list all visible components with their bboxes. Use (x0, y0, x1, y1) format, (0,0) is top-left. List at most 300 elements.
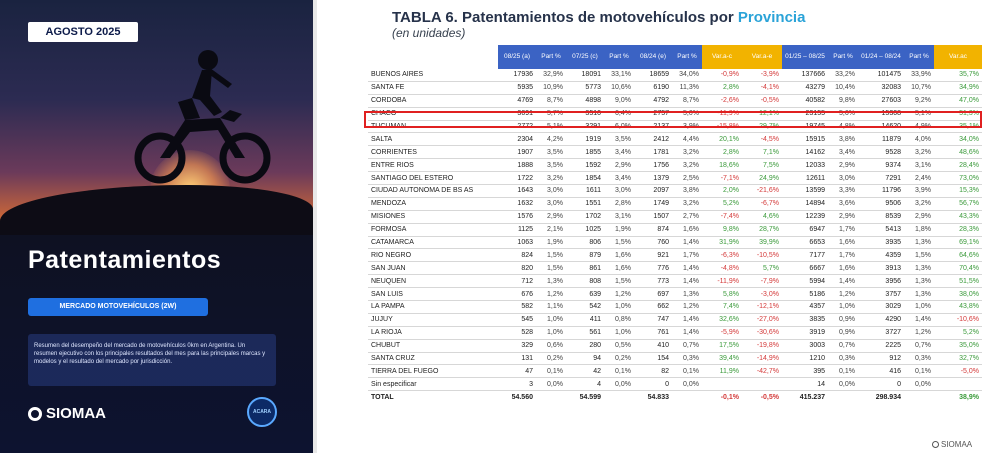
total-pa (536, 391, 566, 403)
cell-e: 874 (634, 223, 672, 236)
cell-py24: 1,8% (904, 223, 934, 236)
cell-y24: 8539 (858, 210, 904, 223)
cell-c: 1551 (566, 197, 604, 210)
cell-prov: LA RIOJA (368, 326, 498, 339)
cell-a: 1125 (498, 223, 536, 236)
cell-py24: 3,9% (904, 185, 934, 198)
cell-pa: 5,1% (536, 120, 566, 133)
cell-vy: 43,3% (934, 210, 982, 223)
table-row (368, 378, 982, 391)
cell-py24: 1,5% (904, 249, 934, 262)
header-cell: 08/24 (e) (634, 45, 672, 69)
cell-prov: SALTA (368, 133, 498, 146)
cell-vy (934, 378, 982, 391)
cell-y25: 15915 (782, 133, 828, 146)
cell-a: 712 (498, 275, 536, 288)
cell-pc: 1,0% (604, 301, 634, 314)
motorcycle-rider-silhouette-icon (130, 40, 280, 190)
table-row (368, 275, 982, 288)
cell-y25: 13599 (782, 185, 828, 198)
cell-pa: 10,9% (536, 81, 566, 94)
cell-y24: 416 (858, 365, 904, 378)
cell-py24: 1,3% (904, 262, 934, 275)
cell-pc: 1,9% (604, 223, 634, 236)
cell-y25: 43279 (782, 81, 828, 94)
cell-prov: MENDOZA (368, 197, 498, 210)
table-row (368, 352, 982, 365)
cell-c: 3510 (566, 107, 604, 120)
cell-c: 1025 (566, 223, 604, 236)
cell-pc: 3,0% (604, 185, 634, 198)
cell-vae: -14,9% (742, 352, 782, 365)
table-row (368, 69, 982, 81)
cell-pc: 0,0% (604, 378, 634, 391)
cell-c: 806 (566, 236, 604, 249)
cell-py25: 1,6% (828, 262, 858, 275)
cell-vac: -5,9% (702, 326, 742, 339)
cell-pa: 1,0% (536, 326, 566, 339)
header-cell: Part % (828, 45, 858, 69)
cell-pa: 1,5% (536, 249, 566, 262)
cell-y25: 19745 (782, 120, 828, 133)
cell-c: 4 (566, 378, 604, 391)
table-title-highlight: Provincia (737, 9, 806, 26)
cell-vy: 73,0% (934, 172, 982, 185)
cell-vae: -3,9% (742, 69, 782, 81)
table-row (368, 185, 982, 198)
cell-vac: -7,4% (702, 210, 742, 223)
cell-vae: 5,7% (742, 262, 782, 275)
cell-y25: 7177 (782, 249, 828, 262)
cell-a: 820 (498, 262, 536, 275)
cell-py25: 0,1% (828, 365, 858, 378)
table-row (368, 301, 982, 314)
cell-e: 761 (634, 326, 672, 339)
cell-py25: 3,4% (828, 146, 858, 159)
cell-prov: CHACO (368, 107, 498, 120)
cell-a: 582 (498, 301, 536, 314)
cell-pe: 1,2% (672, 301, 702, 314)
cell-py25: 2,9% (828, 210, 858, 223)
cell-pc: 3,1% (604, 210, 634, 223)
cell-pe: 3,9% (672, 120, 702, 133)
table-row (368, 159, 982, 172)
cell-c: 542 (566, 301, 604, 314)
cell-pc: 0,5% (604, 339, 634, 352)
cell-py24: 0,3% (904, 352, 934, 365)
cell-pa: 3,5% (536, 146, 566, 159)
cell-py25: 0,9% (828, 326, 858, 339)
cell-a: 47 (498, 365, 536, 378)
cell-pe: 5,0% (672, 107, 702, 120)
cell-py24: 2,4% (904, 172, 934, 185)
total-pe (672, 391, 702, 403)
table-row (368, 339, 982, 352)
cell-vac: 2,8% (702, 146, 742, 159)
cell-y25: 3003 (782, 339, 828, 352)
cell-y25: 395 (782, 365, 828, 378)
cell-vac: -7,1% (702, 172, 742, 185)
total-ytd-2025: 415.237 (782, 391, 828, 403)
header-cell: Var.a-e (742, 45, 782, 69)
cell-a: 1722 (498, 172, 536, 185)
cell-e: 2137 (634, 120, 672, 133)
cell-prov: JUJUY (368, 313, 498, 326)
cell-a: 2772 (498, 120, 536, 133)
cell-prov: CIUDAD AUTONOMA DE BS AS (368, 185, 498, 198)
cell-vac: 32,6% (702, 313, 742, 326)
cell-pc: 3,4% (604, 146, 634, 159)
table-row (368, 288, 982, 301)
cell-prov: LA PAMPA (368, 301, 498, 314)
cell-vy: 28,4% (934, 159, 982, 172)
cell-vae: -19,8% (742, 339, 782, 352)
cell-vae: 7,1% (742, 146, 782, 159)
cell-vae: -12,1% (742, 301, 782, 314)
cell-vy: 38,0% (934, 288, 982, 301)
cell-vy: 70,4% (934, 262, 982, 275)
cell-vae: -21,6% (742, 185, 782, 198)
cell-a: 17936 (498, 69, 536, 81)
cell-py25: 1,7% (828, 249, 858, 262)
table-body (368, 69, 982, 391)
cell-y24: 15308 (858, 107, 904, 120)
acara-seal-icon: ACARA (247, 397, 277, 427)
cell-c: 5773 (566, 81, 604, 94)
cell-pe: 1,3% (672, 288, 702, 301)
cell-py25: 1,2% (828, 288, 858, 301)
cell-py24: 4,0% (904, 133, 934, 146)
cell-c: 1611 (566, 185, 604, 198)
cell-vac: -11,9% (702, 275, 742, 288)
cell-y24: 3757 (858, 288, 904, 301)
cell-py24: 3,1% (904, 159, 934, 172)
cell-e: 1781 (634, 146, 672, 159)
cell-vae: 39,9% (742, 236, 782, 249)
cell-prov: TIERRA DEL FUEGO (368, 365, 498, 378)
cell-y25: 3919 (782, 326, 828, 339)
table-row (368, 236, 982, 249)
cell-pa: 32,9% (536, 69, 566, 81)
cell-pa: 0,6% (536, 339, 566, 352)
cell-c: 639 (566, 288, 604, 301)
total-c: 54.599 (566, 391, 604, 403)
cell-y24: 5413 (858, 223, 904, 236)
total-row (368, 391, 982, 403)
cell-e: 82 (634, 365, 672, 378)
cell-pe: 3,2% (672, 197, 702, 210)
cell-c: 280 (566, 339, 604, 352)
cell-a: 1576 (498, 210, 536, 223)
cell-vac: 9,8% (702, 223, 742, 236)
cell-pa: 3,0% (536, 197, 566, 210)
cell-pa: 4,2% (536, 133, 566, 146)
cell-pe: 4,4% (672, 133, 702, 146)
province-registrations-table (368, 45, 982, 403)
cell-vy: 15,3% (934, 185, 982, 198)
cell-pc: 9,0% (604, 94, 634, 107)
cell-y24: 3956 (858, 275, 904, 288)
total-e: 54.833 (634, 391, 672, 403)
cell-a: 131 (498, 352, 536, 365)
cell-prov: ENTRE RIOS (368, 159, 498, 172)
table-row (368, 133, 982, 146)
cell-vy: 69,1% (934, 236, 982, 249)
cell-y25: 5994 (782, 275, 828, 288)
table-row (368, 210, 982, 223)
cell-vae: -6,7% (742, 197, 782, 210)
cell-vac: 2,0% (702, 185, 742, 198)
footer-siomaa-ring-icon (932, 441, 939, 448)
cell-py25: 1,7% (828, 223, 858, 236)
cell-py24: 3,2% (904, 146, 934, 159)
cell-py25: 0,7% (828, 339, 858, 352)
cell-pc: 0,1% (604, 365, 634, 378)
cell-prov: CORDOBA (368, 94, 498, 107)
cell-py25: 2,9% (828, 159, 858, 172)
header-cell: 08/25 (a) (498, 45, 536, 69)
cell-c: 1592 (566, 159, 604, 172)
cell-py25: 0,9% (828, 313, 858, 326)
cell-y25: 3835 (782, 313, 828, 326)
table-row (368, 197, 982, 210)
cell-pe: 1,7% (672, 249, 702, 262)
cell-prov: BUENOS AIRES (368, 69, 498, 81)
cell-a: 1888 (498, 159, 536, 172)
cell-c: 42 (566, 365, 604, 378)
cell-c: 1702 (566, 210, 604, 223)
cell-c: 861 (566, 262, 604, 275)
cell-py24: 0,7% (904, 339, 934, 352)
cell-pa: 0,0% (536, 378, 566, 391)
cell-vae: 4,6% (742, 210, 782, 223)
footer-siomaa-logo (932, 440, 972, 449)
cell-pa: 2,1% (536, 223, 566, 236)
cell-a: 528 (498, 326, 536, 339)
header-province (368, 45, 498, 69)
cell-pc: 1,6% (604, 262, 634, 275)
cell-vae: 28,7% (742, 223, 782, 236)
cell-y25: 40582 (782, 94, 828, 107)
cell-pa: 2,9% (536, 210, 566, 223)
cell-y24: 4290 (858, 313, 904, 326)
total-a: 54.560 (498, 391, 536, 403)
total-var-ae: -0,5% (742, 391, 782, 403)
table-header-row (368, 45, 982, 69)
cell-a: 1907 (498, 146, 536, 159)
cell-pa: 1,0% (536, 313, 566, 326)
cell-pa: 3,0% (536, 185, 566, 198)
cell-vac: 20,1% (702, 133, 742, 146)
cell-py24: 1,3% (904, 275, 934, 288)
cell-pc: 1,5% (604, 275, 634, 288)
cell-py25: 10,4% (828, 81, 858, 94)
cell-y24: 7291 (858, 172, 904, 185)
cell-e: 18659 (634, 69, 672, 81)
cell-e: 760 (634, 236, 672, 249)
cell-pc: 6,0% (604, 120, 634, 133)
cell-e: 921 (634, 249, 672, 262)
siomaa-ring-icon (28, 407, 42, 421)
cell-vac: 2,8% (702, 81, 742, 94)
cell-y24: 11796 (858, 185, 904, 198)
cell-vy: 51,3% (934, 107, 982, 120)
cover-description: Resumen del desempeño del mercado de motovehículos 0km en Argentina. Un resumen ejecutivo con los principales resultados del mes para las principales marcas y modelos y el resultado del mercado por jurisdicción. (28, 334, 276, 386)
cell-py25: 9,8% (828, 94, 858, 107)
cell-vac: 5,8% (702, 288, 742, 301)
cell-vy: 51,5% (934, 275, 982, 288)
cell-y25: 23155 (782, 107, 828, 120)
cell-vac: -6,3% (702, 249, 742, 262)
cell-e: 1756 (634, 159, 672, 172)
cell-vac: 17,5% (702, 339, 742, 352)
cell-vac: 18,6% (702, 159, 742, 172)
cell-vac: -11,9% (702, 107, 742, 120)
cell-py25: 1,0% (828, 301, 858, 314)
cell-pa: 0,2% (536, 352, 566, 365)
cell-pc: 0,2% (604, 352, 634, 365)
cell-c: 18091 (566, 69, 604, 81)
cell-vae: -3,0% (742, 288, 782, 301)
cell-prov: SANTIAGO DEL ESTERO (368, 172, 498, 185)
cell-c: 94 (566, 352, 604, 365)
cell-y24: 3913 (858, 262, 904, 275)
cell-vae (742, 378, 782, 391)
cell-pa: 0,1% (536, 365, 566, 378)
cell-y24: 912 (858, 352, 904, 365)
cell-c: 4898 (566, 94, 604, 107)
cell-vy: 35,1% (934, 120, 982, 133)
cell-vae: -0,5% (742, 94, 782, 107)
cell-y24: 4359 (858, 249, 904, 262)
cell-pa: 1,5% (536, 262, 566, 275)
cell-y24: 11879 (858, 133, 904, 146)
total-py25 (828, 391, 858, 403)
cell-y24: 0 (858, 378, 904, 391)
cell-y25: 6653 (782, 236, 828, 249)
cell-vy: 35,7% (934, 69, 982, 81)
cell-y25: 12239 (782, 210, 828, 223)
table-subtitle: (en unidades) (392, 26, 466, 40)
cell-vac: 31,9% (702, 236, 742, 249)
total-py24 (904, 391, 934, 403)
cell-pe: 8,7% (672, 94, 702, 107)
table-title-prefix: TABLA 6. Patentamientos de motovehículos por (392, 9, 738, 26)
cell-pe: 2,7% (672, 210, 702, 223)
cell-a: 5935 (498, 81, 536, 94)
cell-y24: 9374 (858, 159, 904, 172)
cell-vy: -10,6% (934, 313, 982, 326)
cell-pa: 3,5% (536, 159, 566, 172)
total-var-ac: -0,1% (702, 391, 742, 403)
cell-py25: 1,4% (828, 275, 858, 288)
cell-py25: 33,2% (828, 69, 858, 81)
cell-pc: 2,9% (604, 159, 634, 172)
cell-y25: 137666 (782, 69, 828, 81)
cell-a: 2304 (498, 133, 536, 146)
cell-pc: 10,6% (604, 81, 634, 94)
footer-logo-text: SIOMAA (941, 440, 973, 449)
cell-prov: RIO NEGRO (368, 249, 498, 262)
cell-py24: 9,2% (904, 94, 934, 107)
cell-vy: 34,9% (934, 81, 982, 94)
cell-vac: -0,9% (702, 69, 742, 81)
cell-py24: 0,1% (904, 365, 934, 378)
cell-pa: 1,9% (536, 236, 566, 249)
table-row (368, 120, 982, 133)
cell-y24: 9506 (858, 197, 904, 210)
cell-vy: 32,7% (934, 352, 982, 365)
header-cell: Part % (904, 45, 934, 69)
cell-e: 6190 (634, 81, 672, 94)
cell-c: 1854 (566, 172, 604, 185)
cell-a: 329 (498, 339, 536, 352)
cell-y25: 6947 (782, 223, 828, 236)
cell-vae: -7,9% (742, 275, 782, 288)
cell-py24: 1,4% (904, 313, 934, 326)
cell-pe: 3,2% (672, 146, 702, 159)
cell-py25: 3,0% (828, 172, 858, 185)
cell-prov: CHUBUT (368, 339, 498, 352)
cell-e: 747 (634, 313, 672, 326)
cell-pa: 1,1% (536, 301, 566, 314)
cell-py24: 0,0% (904, 378, 934, 391)
cell-pe: 2,5% (672, 172, 702, 185)
header-cell: Var.a-c (702, 45, 742, 69)
cell-py25: 3,6% (828, 197, 858, 210)
cell-vac (702, 378, 742, 391)
header-cell: Var.ac (934, 45, 982, 69)
cell-y24: 9528 (858, 146, 904, 159)
cell-py24: 33,9% (904, 69, 934, 81)
cell-vae: -27,0% (742, 313, 782, 326)
cell-prov: SANTA FE (368, 81, 498, 94)
table-row (368, 249, 982, 262)
cell-y24: 101475 (858, 69, 904, 81)
cell-a: 545 (498, 313, 536, 326)
cell-vy: 56,7% (934, 197, 982, 210)
cell-pa: 8,7% (536, 94, 566, 107)
cell-pe: 0,1% (672, 365, 702, 378)
cell-prov: CORRIENTES (368, 146, 498, 159)
cell-c: 411 (566, 313, 604, 326)
table-row (368, 172, 982, 185)
cell-c: 808 (566, 275, 604, 288)
cell-py24: 10,7% (904, 81, 934, 94)
page-separator (313, 0, 317, 453)
cell-pe: 0,3% (672, 352, 702, 365)
cell-vac: -2,6% (702, 94, 742, 107)
cell-py24: 2,9% (904, 210, 934, 223)
cell-py24: 1,2% (904, 326, 934, 339)
cell-a: 4769 (498, 94, 536, 107)
table-row (368, 365, 982, 378)
cell-vy: 47,0% (934, 94, 982, 107)
cell-e: 1379 (634, 172, 672, 185)
header-cell: 07/25 (c) (566, 45, 604, 69)
header-cell: 01/24 – 08/24 (858, 45, 904, 69)
cell-py25: 0,0% (828, 378, 858, 391)
cell-e: 1507 (634, 210, 672, 223)
table-row (368, 313, 982, 326)
cell-vae: 7,5% (742, 159, 782, 172)
cell-pc: 3,4% (604, 172, 634, 185)
cell-e: 1749 (634, 197, 672, 210)
cell-pc: 2,8% (604, 197, 634, 210)
cell-y25: 12033 (782, 159, 828, 172)
table-title (392, 9, 805, 26)
cell-pe: 1,4% (672, 262, 702, 275)
